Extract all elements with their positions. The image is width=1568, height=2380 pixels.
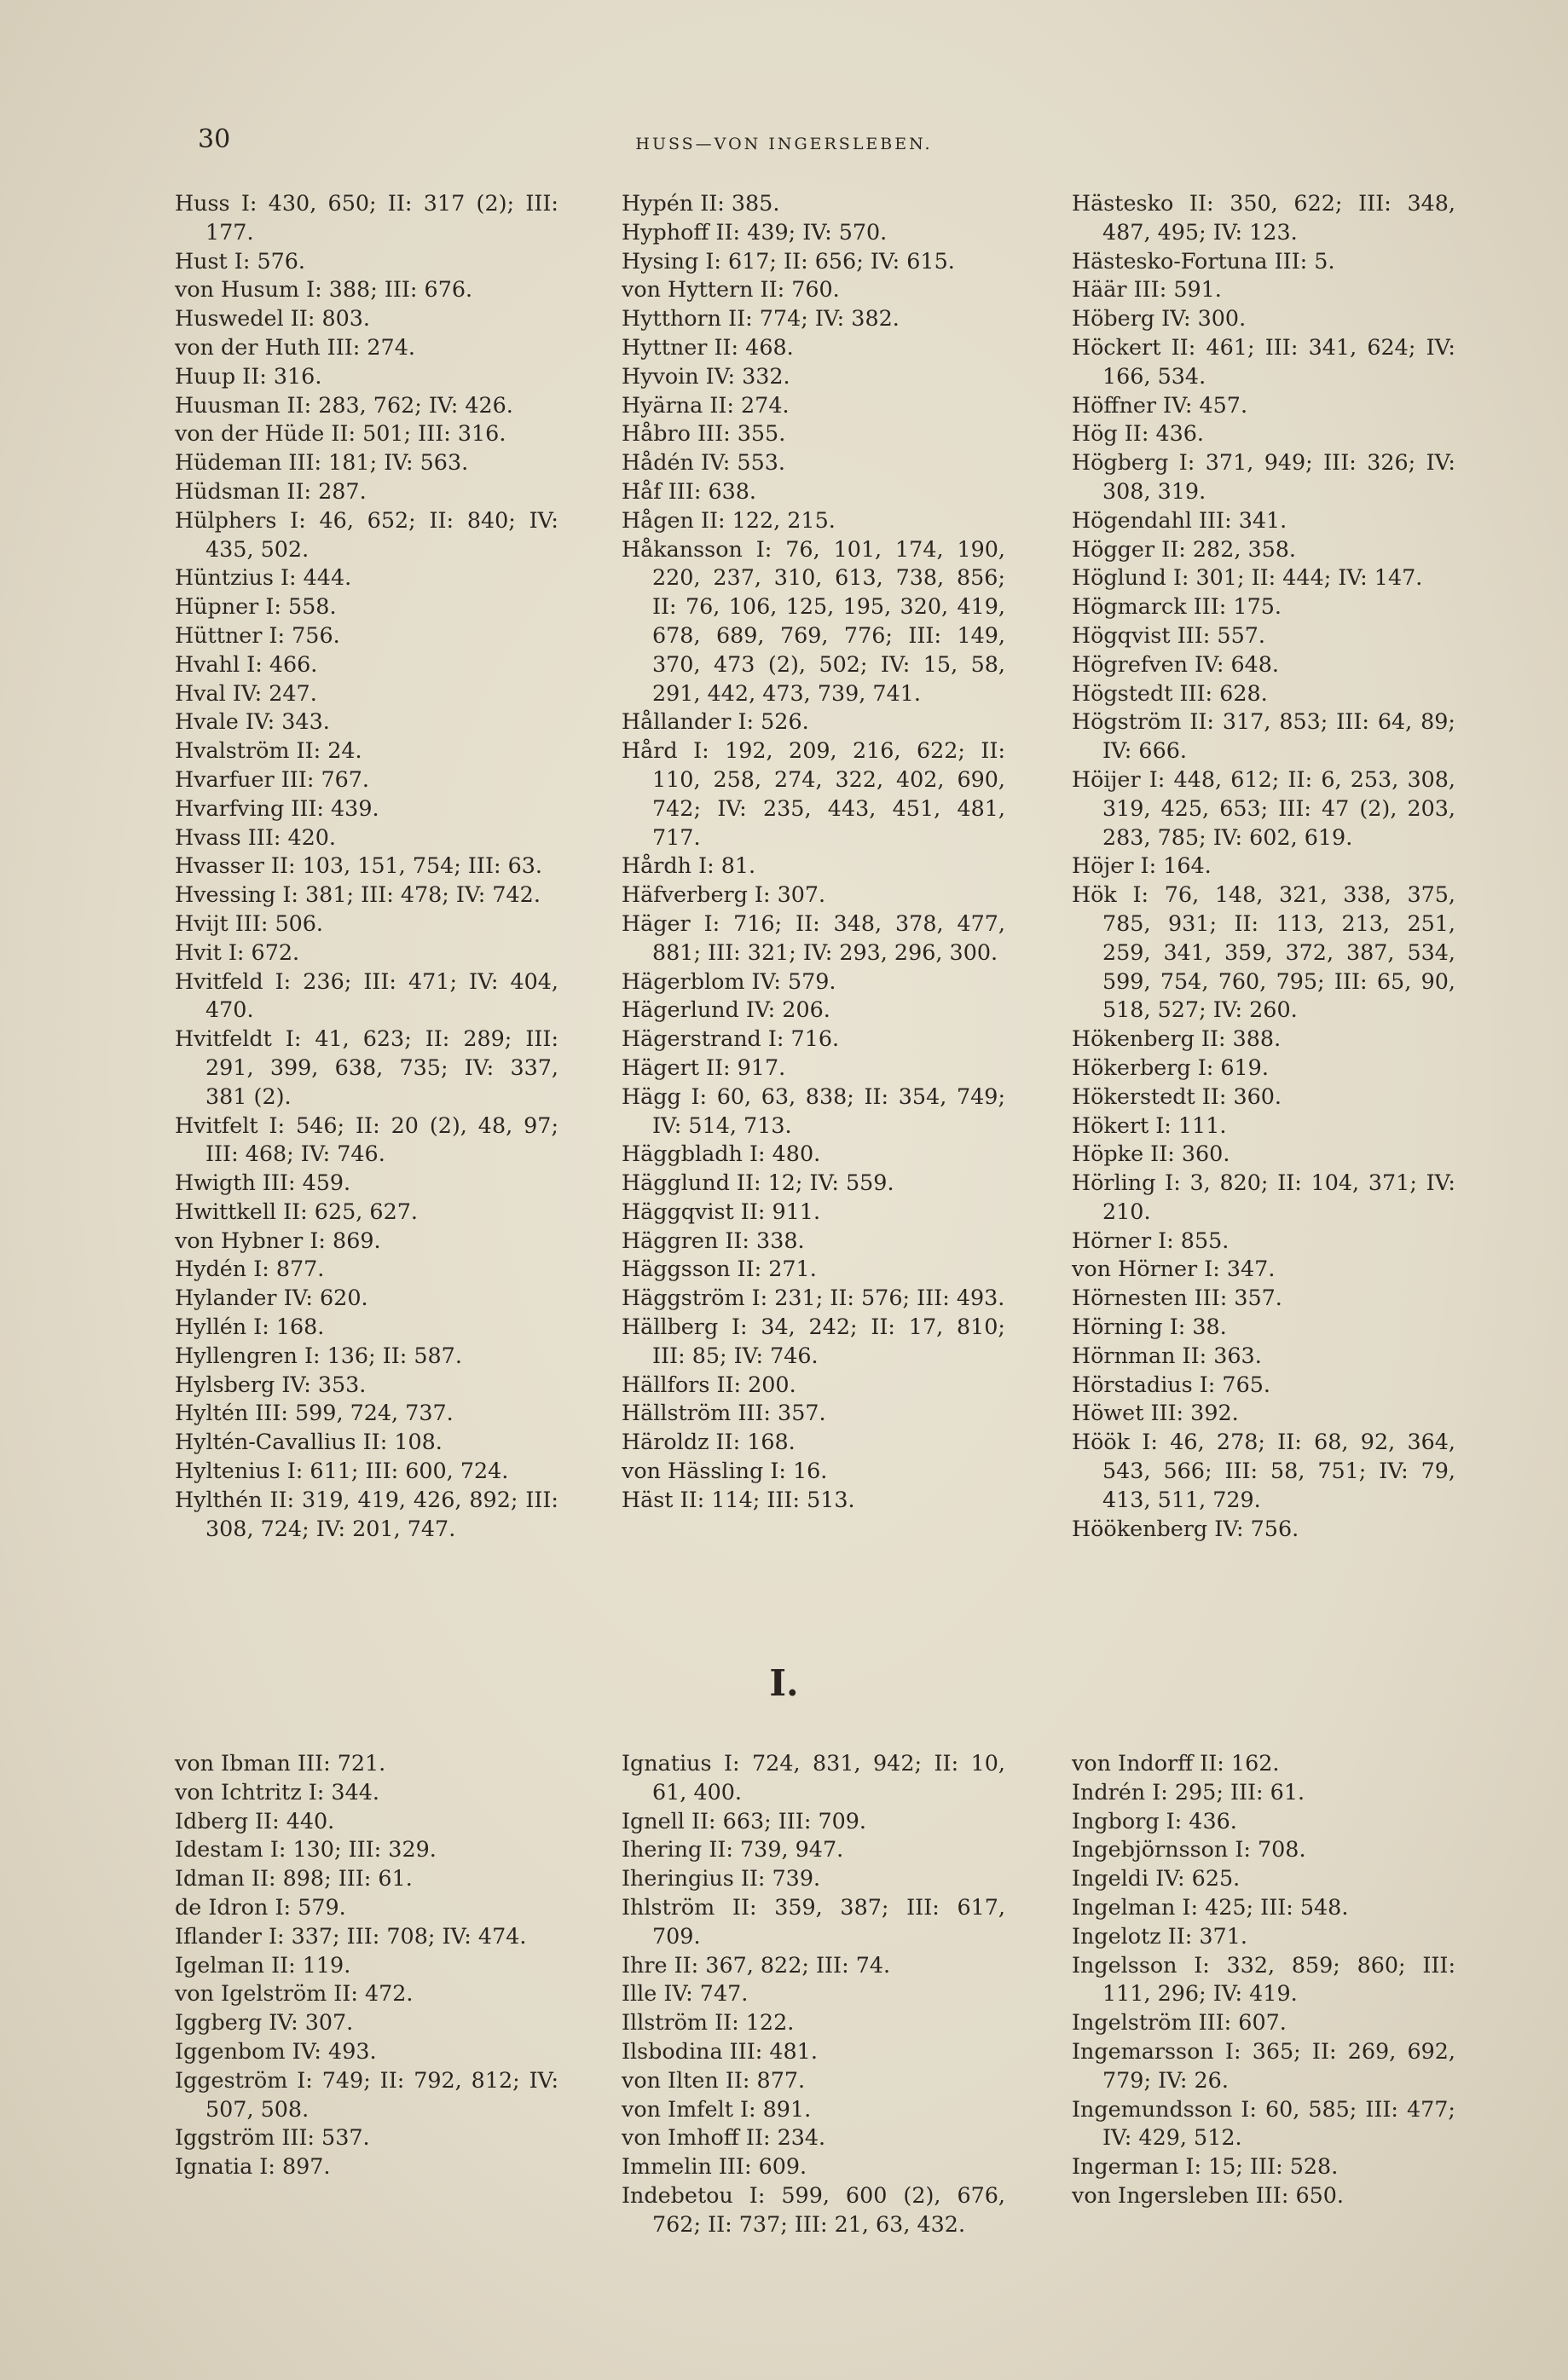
index-entry: Högrefven IV: 648. [1072,650,1280,677]
index-entry: Hyllengren I: 136; II: 587. [175,1342,462,1368]
index-entry: Håbro III: 355. [622,420,786,447]
index-entry: Huusman II: 283, 762; IV: 426. [175,391,513,418]
index-entry: Hägglund II: 12; IV: 559. [622,1170,894,1196]
index-column-2 [622,189,1005,1515]
index-entry: Hvijt III: 506. [175,910,324,936]
index-entry: Häggström I: 231; II: 576; III: 493. [622,1285,1005,1311]
index-entry: Häfverberg I: 307. [622,881,826,908]
index-entry: Högberg I: 371, 949; III: 326; IV: 308, 319. [1072,449,1455,504]
index-entry: Hyltenius I: 611; III: 600, 724. [175,1458,509,1484]
index-entry: Hörstadius I: 765. [1072,1371,1270,1397]
index-entry: Hvarfving III: 439. [175,794,379,821]
index-entry: Indebetou I: 599, 600 (2), 676, 762; II: 737; III: 21, 63, 432. [622,2181,1005,2237]
index-entry: Indrén I: 295; III: 61. [1072,1778,1305,1805]
index-entry: Ignell II: 663; III: 709. [622,1807,866,1834]
index-entry: Hågen II: 122, 215. [622,506,836,533]
index-entry: Iheringius II: 739. [622,1865,821,1892]
index-entry: Höpke II: 360. [1072,1141,1230,1167]
index-entry: von Hörner I: 347. [1072,1256,1276,1282]
index-entry: von Ilten II: 877. [622,2066,806,2093]
index-entry: Hög II: 436. [1072,420,1204,447]
index-entry: Hyttner II: 468. [622,333,794,360]
index-entry: von Ingersleben III: 650. [1072,2181,1344,2208]
index-entry: Häggbladh I: 480. [622,1141,821,1167]
index-entry: Hvasser II: 103, 151, 754; III: 63. [175,852,542,879]
index-entry: Högstedt III: 628. [1072,679,1268,706]
index-entry: Häggren II: 338. [622,1227,805,1253]
index-column-5 [622,1749,1005,2239]
index-entry: von Indorff II: 162. [1072,1750,1280,1776]
index-entry: Hüpner I: 558. [175,593,337,620]
index-entry: Hvahl I: 466. [175,650,318,677]
index-entry: Ignatia I: 897. [175,2153,331,2180]
index-entry: Ignatius I: 724, 831, 942; II: 10, 61, 400. [622,1750,1005,1805]
index-entry: von Ibman III: 721. [175,1750,386,1776]
index-entry: Hvessing I: 381; III: 478; IV: 742. [175,881,541,908]
index-entry: Hvarfuer III: 767. [175,765,369,792]
index-entry: Hyltén-Cavallius II: 108. [175,1429,443,1455]
index-entry: Hägerlund IV: 206. [622,996,830,1023]
index-entry: Hüdeman III: 181; IV: 563. [175,449,469,476]
index-entry: Ihlström II: 359, 387; III: 617, 709. [622,1893,1005,1949]
index-entry: Hwittkell II: 625, 627. [175,1198,418,1224]
index-entry: Högström II: 317, 853; III: 64, 89; IV: 666. [1072,708,1455,764]
index-entry: Ingemundsson I: 60, 585; III: 477; IV: 429, 512. [1072,2095,1455,2151]
index-entry: Högmarck III: 175. [1072,593,1282,620]
index-entry: Höffner IV: 457. [1072,391,1248,418]
index-entry: Högger II: 282, 358. [1072,535,1296,562]
index-entry: Iggeström I: 749; II: 792, 812; IV: 507, 508. [175,2066,558,2122]
index-entry: Hållander I: 526. [622,708,809,735]
index-entry: Hülphers I: 46, 652; II: 840; IV: 435, 502. [175,506,558,562]
index-entry: Illström II: 122. [622,2009,795,2036]
index-entry: Ingemarsson I: 365; II: 269, 692, 779; IV: 26. [1072,2037,1455,2093]
index-entry: Höijer I: 448, 612; II: 6, 253, 308, 319, 425, 653; III: 47 (2), 203, 283, 785; IV: 602, 619. [1072,765,1455,850]
index-column-6 [1072,1749,1455,2210]
index-entry: Hust I: 576. [175,247,305,274]
index-entry: Häggqvist II: 911. [622,1198,821,1224]
index-entry: Hvalström II: 24. [175,737,362,764]
index-entry: Hökerstedt II: 360. [1072,1083,1282,1109]
index-entry: Höökenberg IV: 756. [1072,1515,1299,1541]
index-entry: Hypén II: 385. [622,190,780,216]
index-entry: Hällström III: 357. [622,1400,826,1426]
index-entry: Ingelström III: 607. [1072,2009,1287,2036]
index-entry: Hyvoin IV: 332. [622,362,790,389]
index-entry: Ingelotz II: 371. [1072,1922,1247,1949]
index-column-4 [175,1749,558,2181]
index-entry: Höjer I: 164. [1072,852,1212,879]
index-entry: Hydén I: 877. [175,1256,325,1282]
index-entry: Hörling I: 3, 820; II: 104, 371; IV: 210. [1072,1170,1455,1224]
index-entry: Hägerblom IV: 579. [622,968,836,994]
index-entry: Högendahl III: 341. [1072,506,1287,533]
index-entry: Höglund I: 301; II: 444; IV: 147. [1072,564,1423,591]
index-entry: Hwigth III: 459. [175,1170,351,1196]
index-entry: Huss I: 430, 650; II: 317 (2); III: 177. [175,190,558,245]
index-entry: Hyltén III: 599, 724, 737. [175,1400,454,1426]
index-column-3 [1072,189,1455,1543]
index-entry: Höwet III: 392. [1072,1400,1239,1426]
index-entry: Hyllén I: 168. [175,1314,325,1340]
index-entry: Hylander IV: 620. [175,1285,368,1311]
index-entry: Höberg IV: 300. [1072,305,1247,332]
index-entry: Högqvist III: 557. [1072,621,1265,648]
index-entry: Ingeldi IV: 625. [1072,1865,1241,1892]
index-entry: Hyärna II: 274. [622,391,790,418]
index-entry: Hval IV: 247. [175,679,317,706]
index-entry: Hvale IV: 343. [175,708,330,735]
index-entry: Hådén IV: 553. [622,449,785,476]
index-entry: Ingerman I: 15; III: 528. [1072,2153,1339,2180]
index-entry: von Igelström II: 472. [175,1980,414,2007]
index-entry: Ingelsson I: 332, 859; 860; III: 111, 296; IV: 419. [1072,1951,1455,2007]
index-entry: Ille IV: 747. [622,1980,749,2007]
index-entry: von der Hüde II: 501; III: 316. [175,420,506,447]
index-entry: Hällfors II: 200. [622,1371,796,1397]
index-entry: von der Huth III: 274. [175,333,415,360]
index-entry: von Imhoff II: 234. [622,2124,826,2151]
index-entry: Hård I: 192, 209, 216, 622; II: 110, 258, 274, 322, 402, 690, 742; IV: 235, 443, 451, 481, 717. [622,737,1005,850]
index-entry: Hökert I: 111. [1072,1112,1227,1138]
page-number: 30 [198,124,231,154]
index-entry: Hvitfelt I: 546; II: 20 (2), 48, 97; III: 468; IV: 746. [175,1112,558,1167]
index-entry: Hysing I: 617; II: 656; IV: 615. [622,247,955,274]
index-entry: Hvass III: 420. [175,823,337,850]
index-entry: Hörning I: 38. [1072,1314,1227,1340]
index-entry: Hüdsman II: 287. [175,477,367,504]
index-entry: Hylsberg IV: 353. [175,1371,367,1397]
index-entry: von Ichtritz I: 344. [175,1778,379,1805]
index-entry: Ingborg I: 436. [1072,1807,1237,1834]
index-entry: Idestam I: 130; III: 329. [175,1836,437,1863]
index-entry: Häär III: 591. [1072,276,1222,303]
index-entry: Hökerberg I: 619. [1072,1054,1269,1080]
index-entry: Hvitfeldt I: 41, 623; II: 289; III: 291, 399, 638, 735; IV: 337, 381 (2). [175,1025,558,1109]
index-entry: Hägerstrand I: 716. [622,1025,840,1052]
index-entry: Hytthorn II: 774; IV: 382. [622,305,900,332]
index-entry: Hyphoff II: 439; IV: 570. [622,218,888,245]
index-entry: Hylthén II: 319, 419, 426, 892; III: 308, 724; IV: 201, 747. [175,1486,558,1541]
index-entry: Iflander I: 337; III: 708; IV: 474. [175,1922,527,1949]
index-entry: Hüntzius I: 444. [175,564,352,591]
index-entry: Immelin III: 609. [622,2153,807,2180]
index-entry: von Hyttern II: 760. [622,276,840,303]
running-head: HUSS—VON INGERSLEBEN. [635,135,933,153]
index-entry: Huup II: 316. [175,362,322,389]
index-entry: Ihering II: 739, 947. [622,1836,844,1863]
index-entry: Hårdh I: 81. [622,852,756,879]
index-entry: Ingelman I: 425; III: 548. [1072,1893,1349,1920]
index-entry: von Husum I: 388; III: 676. [175,276,473,303]
index-entry: Idman II: 898; III: 61. [175,1865,413,1892]
index-entry: Iggenbom IV: 493. [175,2037,377,2064]
index-entry: de Idron I: 579. [175,1893,346,1920]
index-entry: von Hybner I: 869. [175,1227,381,1253]
index-entry: Hüttner I: 756. [175,621,340,648]
index-entry: Häggsson II: 271. [622,1256,817,1282]
index-column-1 [175,189,558,1543]
index-entry: Igelman II: 119. [175,1951,351,1978]
index-entry: Häst II: 114; III: 513. [622,1486,855,1512]
index-entry: Hästesko II: 350, 622; III: 348, 487, 495; IV: 123. [1072,190,1455,245]
index-entry: von Hässling I: 16. [622,1458,828,1484]
index-entry: Häroldz II: 168. [622,1429,796,1455]
index-entry: Hällberg I: 34, 242; II: 17, 810; III: 85; IV: 746. [622,1314,1005,1368]
index-entry: Ingebjörnsson I: 708. [1072,1836,1306,1863]
index-entry: Hvitfeld I: 236; III: 471; IV: 404, 470. [175,968,558,1023]
index-entry: Hörnman II: 363. [1072,1342,1262,1368]
index-entry: Hägert II: 917. [622,1054,786,1080]
index-entry: Hästesko-Fortuna III: 5. [1072,247,1335,274]
index-entry: Hökenberg II: 388. [1072,1025,1282,1052]
index-entry: Hvit I: 672. [175,939,300,965]
index-entry: Huswedel II: 803. [175,305,370,332]
index-entry: Häger I: 716; II: 348, 378, 477, 881; III: 321; IV: 293, 296, 300. [622,910,1005,965]
index-entry: Hök I: 76, 148, 321, 338, 375, 785, 931; II: 113, 213, 251, 259, 341, 359, 372, 387, 534, 599, 754, 760, 795; III: 65, 90, 518, 527; IV: 260. [1072,881,1455,1023]
index-entry: von Imfelt I: 891. [622,2095,812,2122]
index-entry: Iggström III: 537. [175,2124,370,2151]
index-entry: Håf III: 638. [622,477,756,504]
index-entry: Hörner I: 855. [1072,1227,1230,1253]
index-entry: Idberg II: 440. [175,1807,335,1834]
index-entry: Iggberg IV: 307. [175,2009,354,2036]
section-letter: I. [769,1662,799,1704]
index-entry: Hörnesten III: 357. [1072,1285,1282,1311]
index-entry: Höök I: 46, 278; II: 68, 92, 364, 543, 566; III: 58, 751; IV: 79, 413, 511, 729. [1072,1429,1455,1512]
index-entry: Höckert II: 461; III: 341, 624; IV: 166, 534. [1072,333,1455,389]
index-entry: Hägg I: 60, 63, 838; II: 354, 749; IV: 514, 713. [622,1083,1005,1138]
index-entry: Håkansson I: 76, 101, 174, 190, 220, 237, 310, 613, 738, 856; II: 76, 106, 125, 195, 320, 419, 678, 689, 769, 776; III: 149, 370, 473 (2), 502; IV: 15, 58, 291, 442, 473, 739, 741. [622,535,1005,706]
index-entry: Ihre II: 367, 822; III: 74. [622,1951,891,1978]
index-entry: Ilsbodina III: 481. [622,2037,818,2064]
